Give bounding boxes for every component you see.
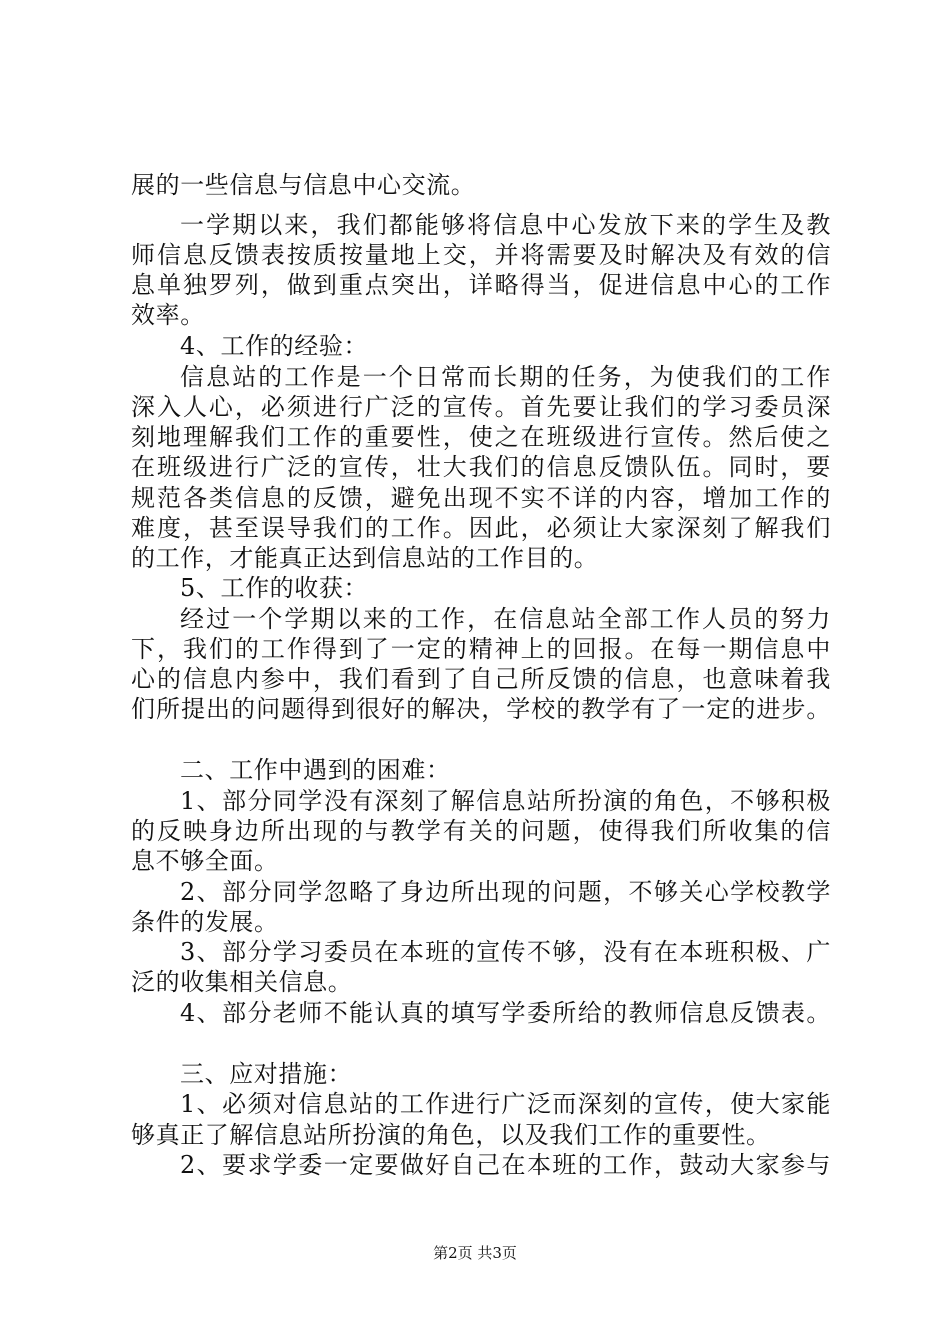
paragraph-line: 师信息反馈表按质按量地上交，并将需要及时解决及有效的信	[131, 241, 831, 269]
paragraph-line: 1、部分同学没有深刻了解信息站所扮演的角色，不够积极	[180, 787, 831, 815]
paragraph-line: 4、部分老师不能认真的填写学委所给的教师信息反馈表。	[180, 999, 831, 1027]
page-footer: 第2页 共3页	[433, 1244, 517, 1262]
paragraph-line: 的工作，才能真正达到信息站的工作目的。	[131, 544, 599, 572]
paragraph-line: 下，我们的工作得到了一定的精神上的回报。在每一期信息中	[131, 635, 831, 663]
paragraph-line: 泛的收集相关信息。	[131, 968, 353, 996]
paragraph-line: 2、要求学委一定要做好自己在本班的工作，鼓动大家参与	[180, 1151, 831, 1179]
paragraph-line: 效率。	[131, 301, 205, 329]
section-heading: 三、应对措施：	[180, 1060, 353, 1088]
paragraph-line: 够真正了解信息站所扮演的角色，以及我们工作的重要性。	[131, 1121, 771, 1149]
paragraph-line: 3、部分学习委员在本班的宣传不够，没有在本班积极、广	[180, 938, 831, 966]
paragraph-line: 2、部分同学忽略了身边所出现的问题，不够关心学校教学	[180, 878, 831, 906]
paragraph-line: 们所提出的问题得到很好的解决，学校的教学有了一定的进步。	[131, 695, 831, 723]
paragraph-line: 信息站的工作是一个日常而长期的任务，为使我们的工作	[180, 363, 831, 391]
paragraph-line: 刻地理解我们工作的重要性，使之在班级进行宣传。然后使之	[131, 423, 831, 451]
paragraph-line: 经过一个学期以来的工作，在信息站全部工作人员的努力	[180, 605, 831, 633]
paragraph-line: 在班级进行广泛的宣传，壮大我们的信息反馈队伍。同时，要	[131, 453, 831, 481]
paragraph-line: 心的信息内参中，我们看到了自己所反馈的信息，也意味着我	[131, 665, 831, 693]
paragraph-line: 展的一些信息与信息中心交流。	[131, 171, 476, 199]
paragraph-line: 息单独罗列，做到重点突出，详略得当，促进信息中心的工作	[131, 271, 831, 299]
paragraph-line: 1、必须对信息站的工作进行广泛而深刻的宣传，使大家能	[180, 1090, 831, 1118]
paragraph-line: 条件的发展。	[131, 908, 279, 936]
section-heading: 5、工作的收获：	[180, 574, 369, 602]
paragraph-line: 息不够全面。	[131, 847, 279, 875]
paragraph-line: 一学期以来，我们都能够将信息中心发放下来的学生及教	[180, 211, 831, 239]
paragraph-line: 规范各类信息的反馈，避免出现不实不详的内容，增加工作的	[131, 484, 831, 512]
paragraph-line: 的反映身边所出现的与教学有关的问题，使得我们所收集的信	[131, 817, 831, 845]
paragraph-line: 深入人心，必须进行广泛的宣传。首先要让我们的学习委员深	[131, 393, 831, 421]
section-heading: 4、工作的经验：	[180, 332, 369, 360]
section-heading: 二、工作中遇到的困难：	[180, 756, 451, 784]
paragraph-line: 难度，甚至误导我们的工作。因此，必须让大家深刻了解我们	[131, 514, 831, 542]
